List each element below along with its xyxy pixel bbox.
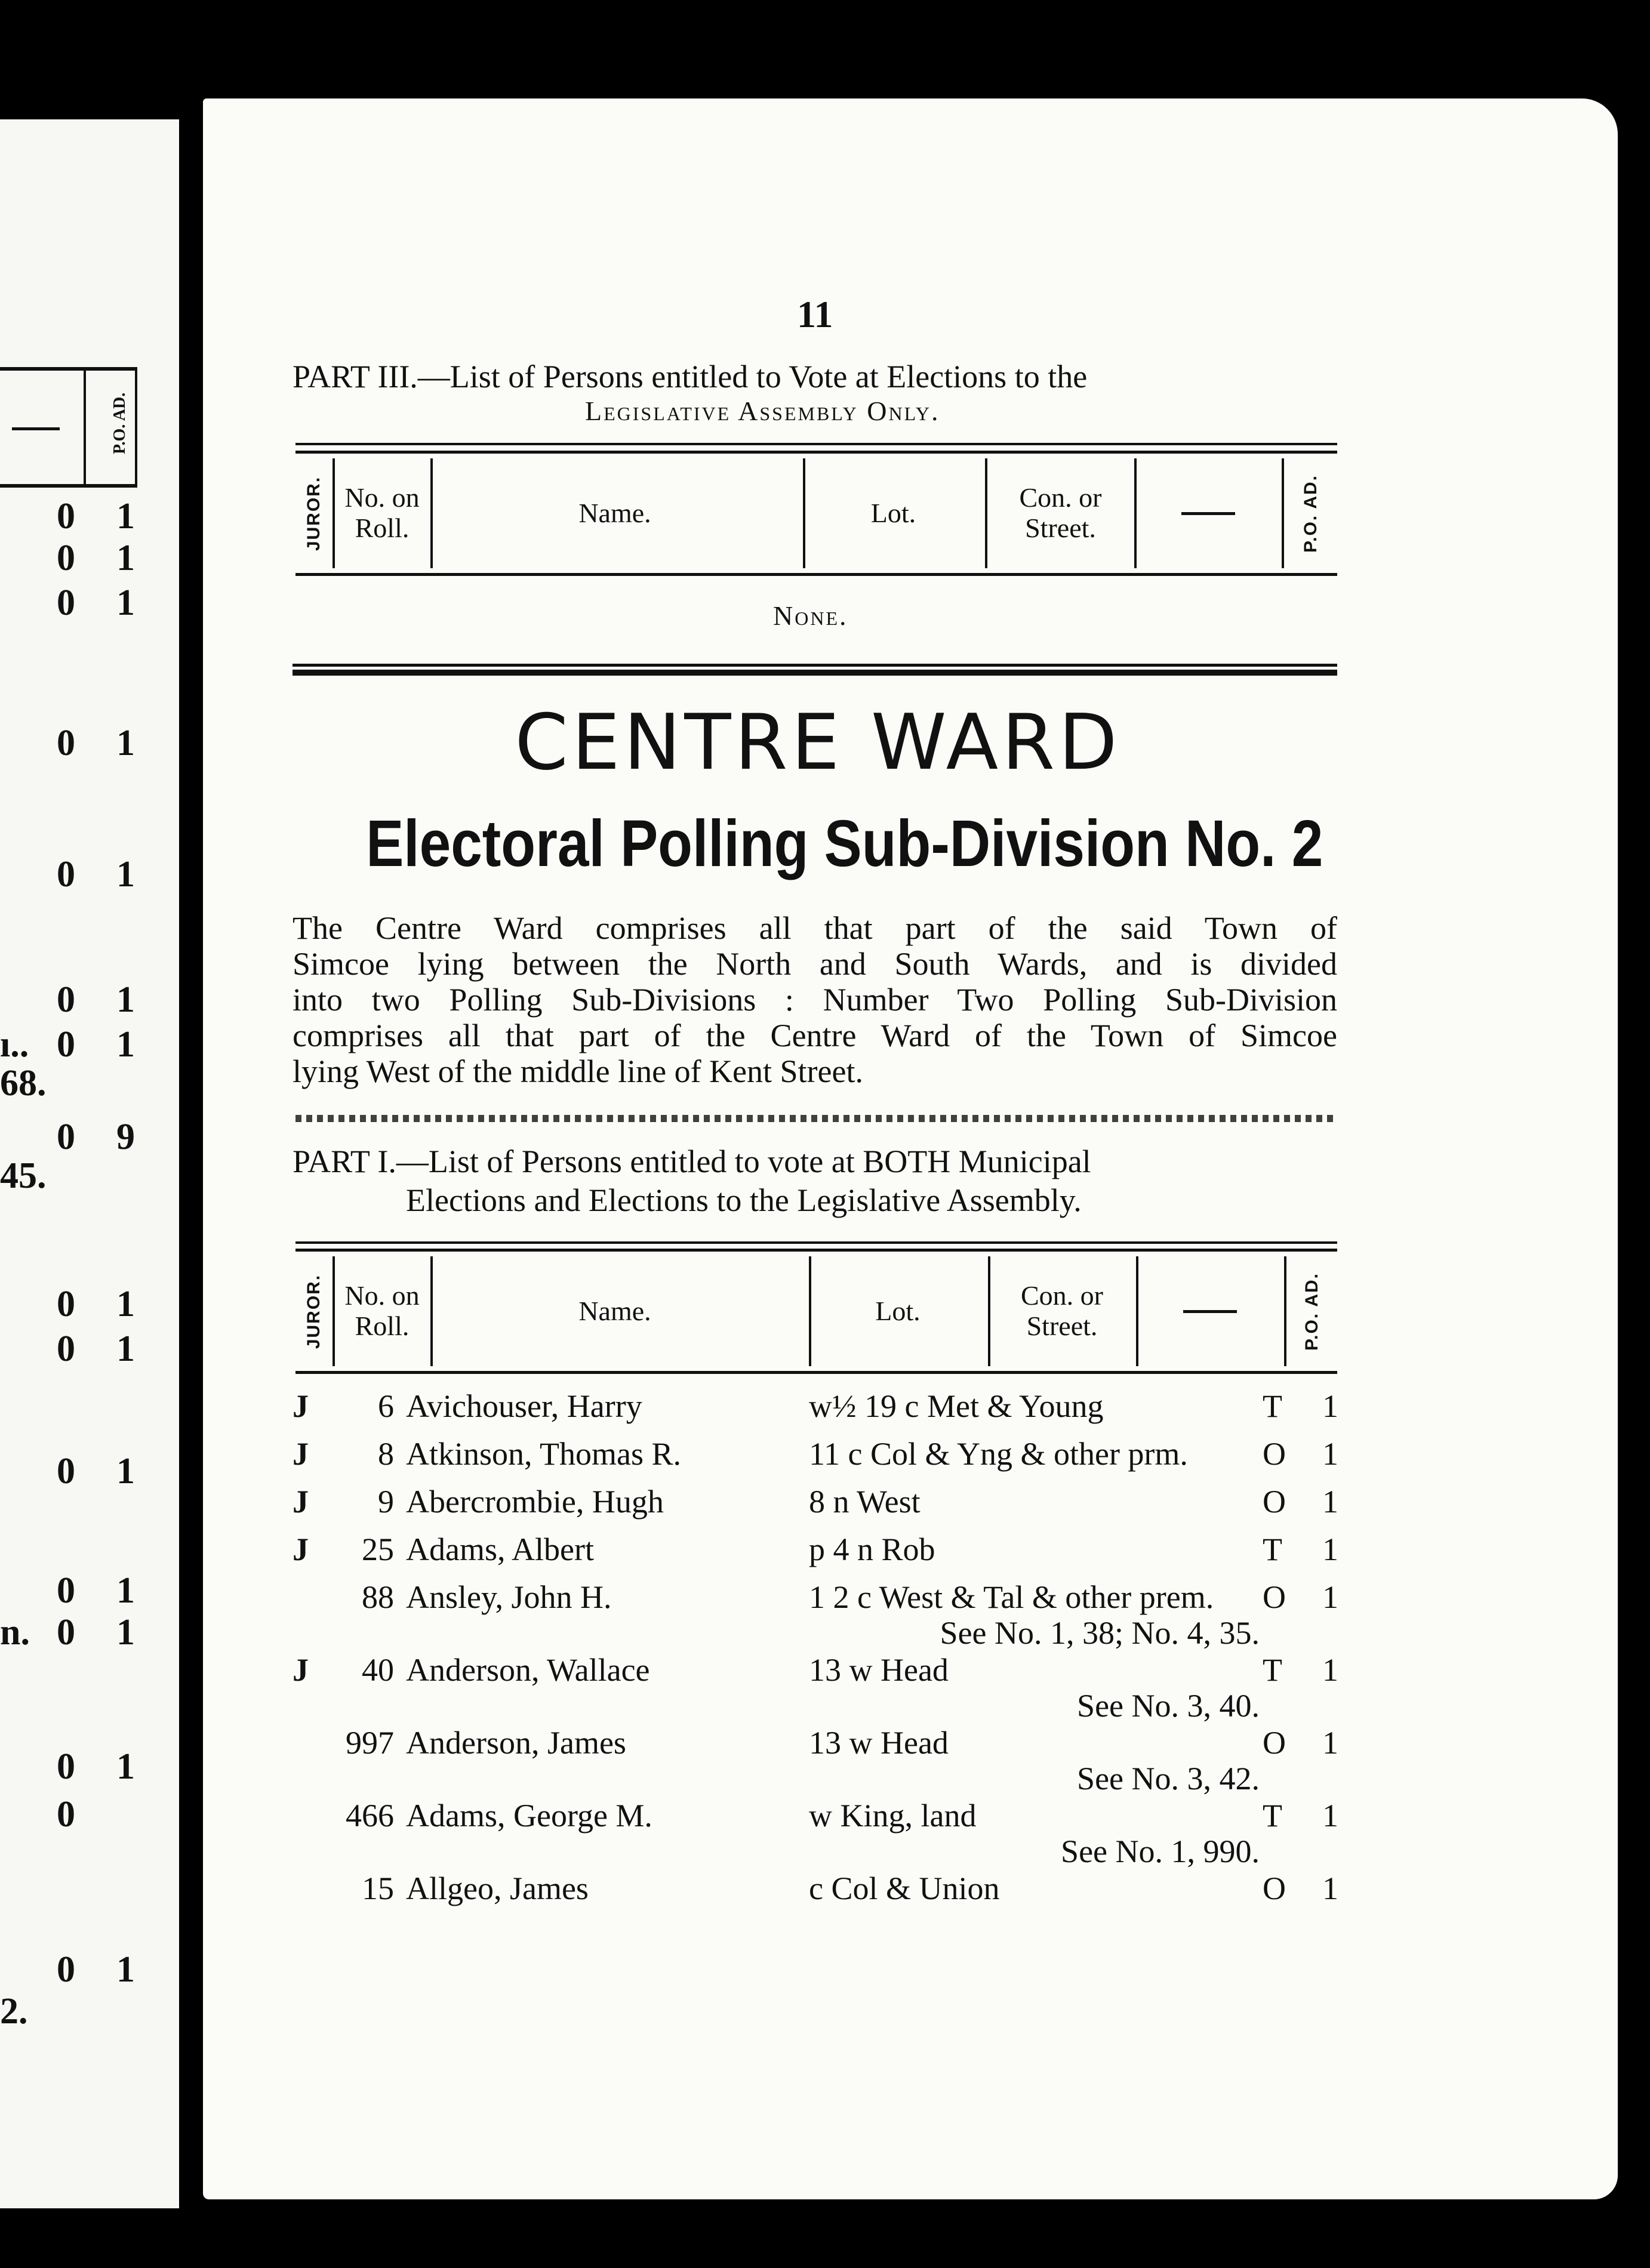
juror-column-label: JUROR. bbox=[304, 1274, 324, 1349]
entry-code: O bbox=[1263, 1484, 1286, 1520]
facing-page-header bbox=[0, 367, 137, 488]
entry-cross-reference bbox=[293, 1614, 1343, 1651]
entry-name: Anderson, James bbox=[406, 1725, 626, 1761]
entry-no: 466 bbox=[346, 1798, 394, 1833]
entry-ad: 1 bbox=[1322, 1531, 1338, 1567]
facing-page-row-prefix: 2. bbox=[0, 1991, 28, 2032]
description-line: The Centre Ward comprises all that part of the said Town of bbox=[293, 910, 1337, 946]
entry-name: Atkinson, Thomas R. bbox=[406, 1436, 682, 1472]
facing-page-row-value: 0 bbox=[57, 1284, 75, 1324]
entry-no: 9 bbox=[378, 1484, 394, 1520]
facing-page-row-value: 0 bbox=[57, 496, 75, 537]
entry-lot: 8 n West bbox=[809, 1484, 921, 1520]
facing-page-row-value: 1 bbox=[116, 723, 135, 763]
entry-lot: 11 c Col & Yng & other prm. bbox=[809, 1436, 1188, 1472]
facing-page-row-value: 0 bbox=[57, 979, 75, 1020]
facing-page-row-value: 0 bbox=[57, 1024, 75, 1065]
lot-column-label: Lot. bbox=[875, 1295, 921, 1326]
cross-reference-text: See No. 3, 42. bbox=[1077, 1761, 1260, 1796]
entry-ad: 1 bbox=[1322, 1388, 1338, 1424]
entry-juror: J bbox=[293, 1484, 309, 1520]
facing-page-row-prefix: 45. bbox=[0, 1155, 47, 1196]
no-on-roll-column-label: No. on Roll. bbox=[344, 1280, 420, 1341]
entry-name: Adams, Albert bbox=[406, 1531, 594, 1567]
entry-ad: 1 bbox=[1322, 1579, 1338, 1615]
entry-juror: J bbox=[293, 1388, 309, 1424]
voter-entry bbox=[293, 1531, 1343, 1579]
entry-name: Avichouser, Harry bbox=[406, 1388, 642, 1424]
wavy-divider bbox=[295, 1115, 1337, 1122]
facing-page-row-value: 1 bbox=[116, 1284, 135, 1324]
facing-page-row-value: 1 bbox=[116, 1329, 135, 1369]
facing-page-row-value: 0 bbox=[57, 1329, 75, 1369]
facing-page-row-value: 1 bbox=[116, 1612, 135, 1653]
voter-entry bbox=[293, 1435, 1343, 1483]
part3-column-header bbox=[295, 451, 1337, 576]
entry-ad: 1 bbox=[1322, 1436, 1338, 1472]
cross-reference-text: See No. 1, 38; No. 4, 35. bbox=[940, 1615, 1260, 1651]
lot-column-label: Lot. bbox=[870, 497, 916, 528]
page-number: 11 bbox=[797, 293, 833, 335]
part3-heading-line2: Legislative Assembly Only. bbox=[585, 396, 940, 426]
entry-ad: 1 bbox=[1322, 1484, 1338, 1520]
facing-page-row-value: 0 bbox=[57, 1570, 75, 1611]
facing-page-row-value: 1 bbox=[116, 1451, 135, 1492]
facing-page-row-value: 9 bbox=[116, 1117, 135, 1157]
facing-page-row-value: 1 bbox=[116, 1949, 135, 1990]
entry-cross-reference bbox=[293, 1833, 1343, 1870]
cross-reference-text: See No. 3, 40. bbox=[1077, 1688, 1260, 1724]
part3-heading-line1: PART III.—List of Persons entitled to Vote at Elections to the bbox=[293, 359, 1088, 395]
entry-code: O bbox=[1263, 1436, 1286, 1472]
facing-page-row-value: 0 bbox=[57, 1612, 75, 1653]
facing-page-row-value: 0 bbox=[57, 1451, 75, 1492]
entry-lot: 13 w Head bbox=[809, 1652, 949, 1688]
entry-no: 25 bbox=[362, 1531, 394, 1567]
facing-page-row-value: 1 bbox=[116, 583, 135, 623]
facing-page-row-prefix: ı.. bbox=[0, 1024, 29, 1065]
name-column-label: Name. bbox=[578, 497, 651, 528]
con-street-column-label: Con. or Street. bbox=[1019, 482, 1102, 543]
entry-ad: 1 bbox=[1322, 1871, 1338, 1906]
entry-juror: J bbox=[293, 1531, 309, 1567]
voter-entry bbox=[293, 1483, 1343, 1531]
entry-name: Anderson, Wallace bbox=[406, 1652, 650, 1688]
facing-page-row-prefix: n. bbox=[0, 1612, 30, 1653]
entry-ad: 1 bbox=[1322, 1652, 1338, 1688]
entry-cross-reference bbox=[293, 1687, 1343, 1724]
entry-ad: 1 bbox=[1322, 1725, 1338, 1761]
entry-code: T bbox=[1263, 1388, 1282, 1424]
part1-column-header bbox=[295, 1249, 1337, 1374]
entry-no: 997 bbox=[346, 1725, 394, 1761]
facing-page-row-value: 0 bbox=[57, 583, 75, 623]
facing-page-row-value: 0 bbox=[57, 723, 75, 763]
entry-juror: J bbox=[293, 1436, 309, 1472]
no-on-roll-column-label: No. on Roll. bbox=[344, 482, 420, 543]
entry-lot: p 4 n Rob bbox=[809, 1531, 935, 1567]
description-line: comprises all that part of the Centre Ward of the Town of Simcoe bbox=[293, 1018, 1337, 1053]
entry-code: O bbox=[1263, 1725, 1286, 1761]
ward-title: CENTRE WARD bbox=[515, 698, 1121, 787]
entry-code: T bbox=[1263, 1652, 1282, 1688]
entry-name: Adams, George M. bbox=[406, 1798, 652, 1833]
description-line: lying West of the middle line of Kent Street. bbox=[293, 1053, 863, 1089]
description-line: into two Polling Sub-Divisions : Number Two Polling Sub-Division bbox=[293, 982, 1337, 1018]
name-column-label: Name. bbox=[578, 1295, 651, 1326]
entry-no: 40 bbox=[362, 1652, 394, 1688]
facing-page-row-value: 0 bbox=[57, 1117, 75, 1157]
blank-column-dash bbox=[1183, 1310, 1237, 1313]
entry-no: 88 bbox=[362, 1579, 394, 1615]
juror-column-label: JUROR. bbox=[304, 476, 324, 551]
entry-lot: w½ 19 c Met & Young bbox=[809, 1388, 1104, 1424]
facing-page-row-value: 0 bbox=[57, 1746, 75, 1787]
entry-code: O bbox=[1263, 1579, 1286, 1615]
facing-page-row-value: 1 bbox=[116, 979, 135, 1020]
cross-reference-text: See No. 1, 990. bbox=[1061, 1833, 1260, 1869]
entry-no: 8 bbox=[378, 1436, 394, 1472]
part1-heading-line1: PART I.—List of Persons entitled to vote at BOTH Municipal bbox=[293, 1144, 1091, 1179]
facing-page-row-value: 0 bbox=[57, 538, 75, 578]
facing-page-row-value: 0 bbox=[57, 1949, 75, 1990]
facing-page-row-value: 1 bbox=[116, 1746, 135, 1787]
entry-name: Abercrombie, Hugh bbox=[406, 1484, 664, 1520]
ward-description bbox=[293, 910, 1337, 1089]
facing-page-row-value: 1 bbox=[116, 1024, 135, 1065]
part1-heading-line2: Elections and Elections to the Legislative Assembly. bbox=[406, 1182, 1082, 1218]
entry-name: Ansley, John H. bbox=[406, 1579, 612, 1615]
entry-code: T bbox=[1263, 1531, 1282, 1567]
facing-page-fragment bbox=[0, 119, 179, 2208]
entry-no: 15 bbox=[362, 1871, 394, 1906]
con-street-column-label: Con. or Street. bbox=[1021, 1280, 1103, 1341]
subdivision-title: Electoral Polling Sub-Division No. 2 bbox=[366, 807, 1323, 880]
entry-lot: 1 2 c West & Tal & other prem. bbox=[809, 1579, 1214, 1615]
blank-column-dash bbox=[1181, 512, 1235, 515]
facing-page-row-value: 1 bbox=[116, 496, 135, 537]
description-line: Simcoe lying between the North and South Wards, and is divided bbox=[293, 946, 1337, 982]
entry-no: 6 bbox=[378, 1388, 394, 1424]
voter-entry bbox=[293, 1870, 1343, 1918]
entry-cross-reference bbox=[293, 1760, 1343, 1797]
facing-page-po-ad-label: P.O. AD. bbox=[110, 392, 129, 454]
entry-lot: c Col & Union bbox=[809, 1871, 1000, 1906]
entry-lot: w King, land bbox=[809, 1798, 977, 1833]
facing-page-row-value: 1 bbox=[116, 854, 135, 895]
entry-ad: 1 bbox=[1322, 1798, 1338, 1833]
facing-page-row-value: 1 bbox=[116, 538, 135, 578]
entry-name: Allgeo, James bbox=[406, 1871, 589, 1906]
facing-page-row-value: 0 bbox=[57, 854, 75, 895]
facing-page-row-value: 0 bbox=[57, 1794, 75, 1835]
voter-entry bbox=[293, 1388, 1343, 1435]
voter-list bbox=[293, 1388, 1343, 1918]
po-ad-column-label: P.O. AD. bbox=[1302, 1272, 1322, 1351]
part3-none: None. bbox=[773, 600, 848, 631]
entry-code: O bbox=[1263, 1871, 1286, 1906]
entry-juror: J bbox=[293, 1652, 309, 1688]
facing-page-row-value: 1 bbox=[116, 1570, 135, 1611]
facing-page-row-prefix: 68. bbox=[0, 1063, 47, 1104]
entry-code: T bbox=[1263, 1798, 1282, 1833]
entry-lot: 13 w Head bbox=[809, 1725, 949, 1761]
po-ad-column-label: P.O. AD. bbox=[1301, 474, 1321, 553]
